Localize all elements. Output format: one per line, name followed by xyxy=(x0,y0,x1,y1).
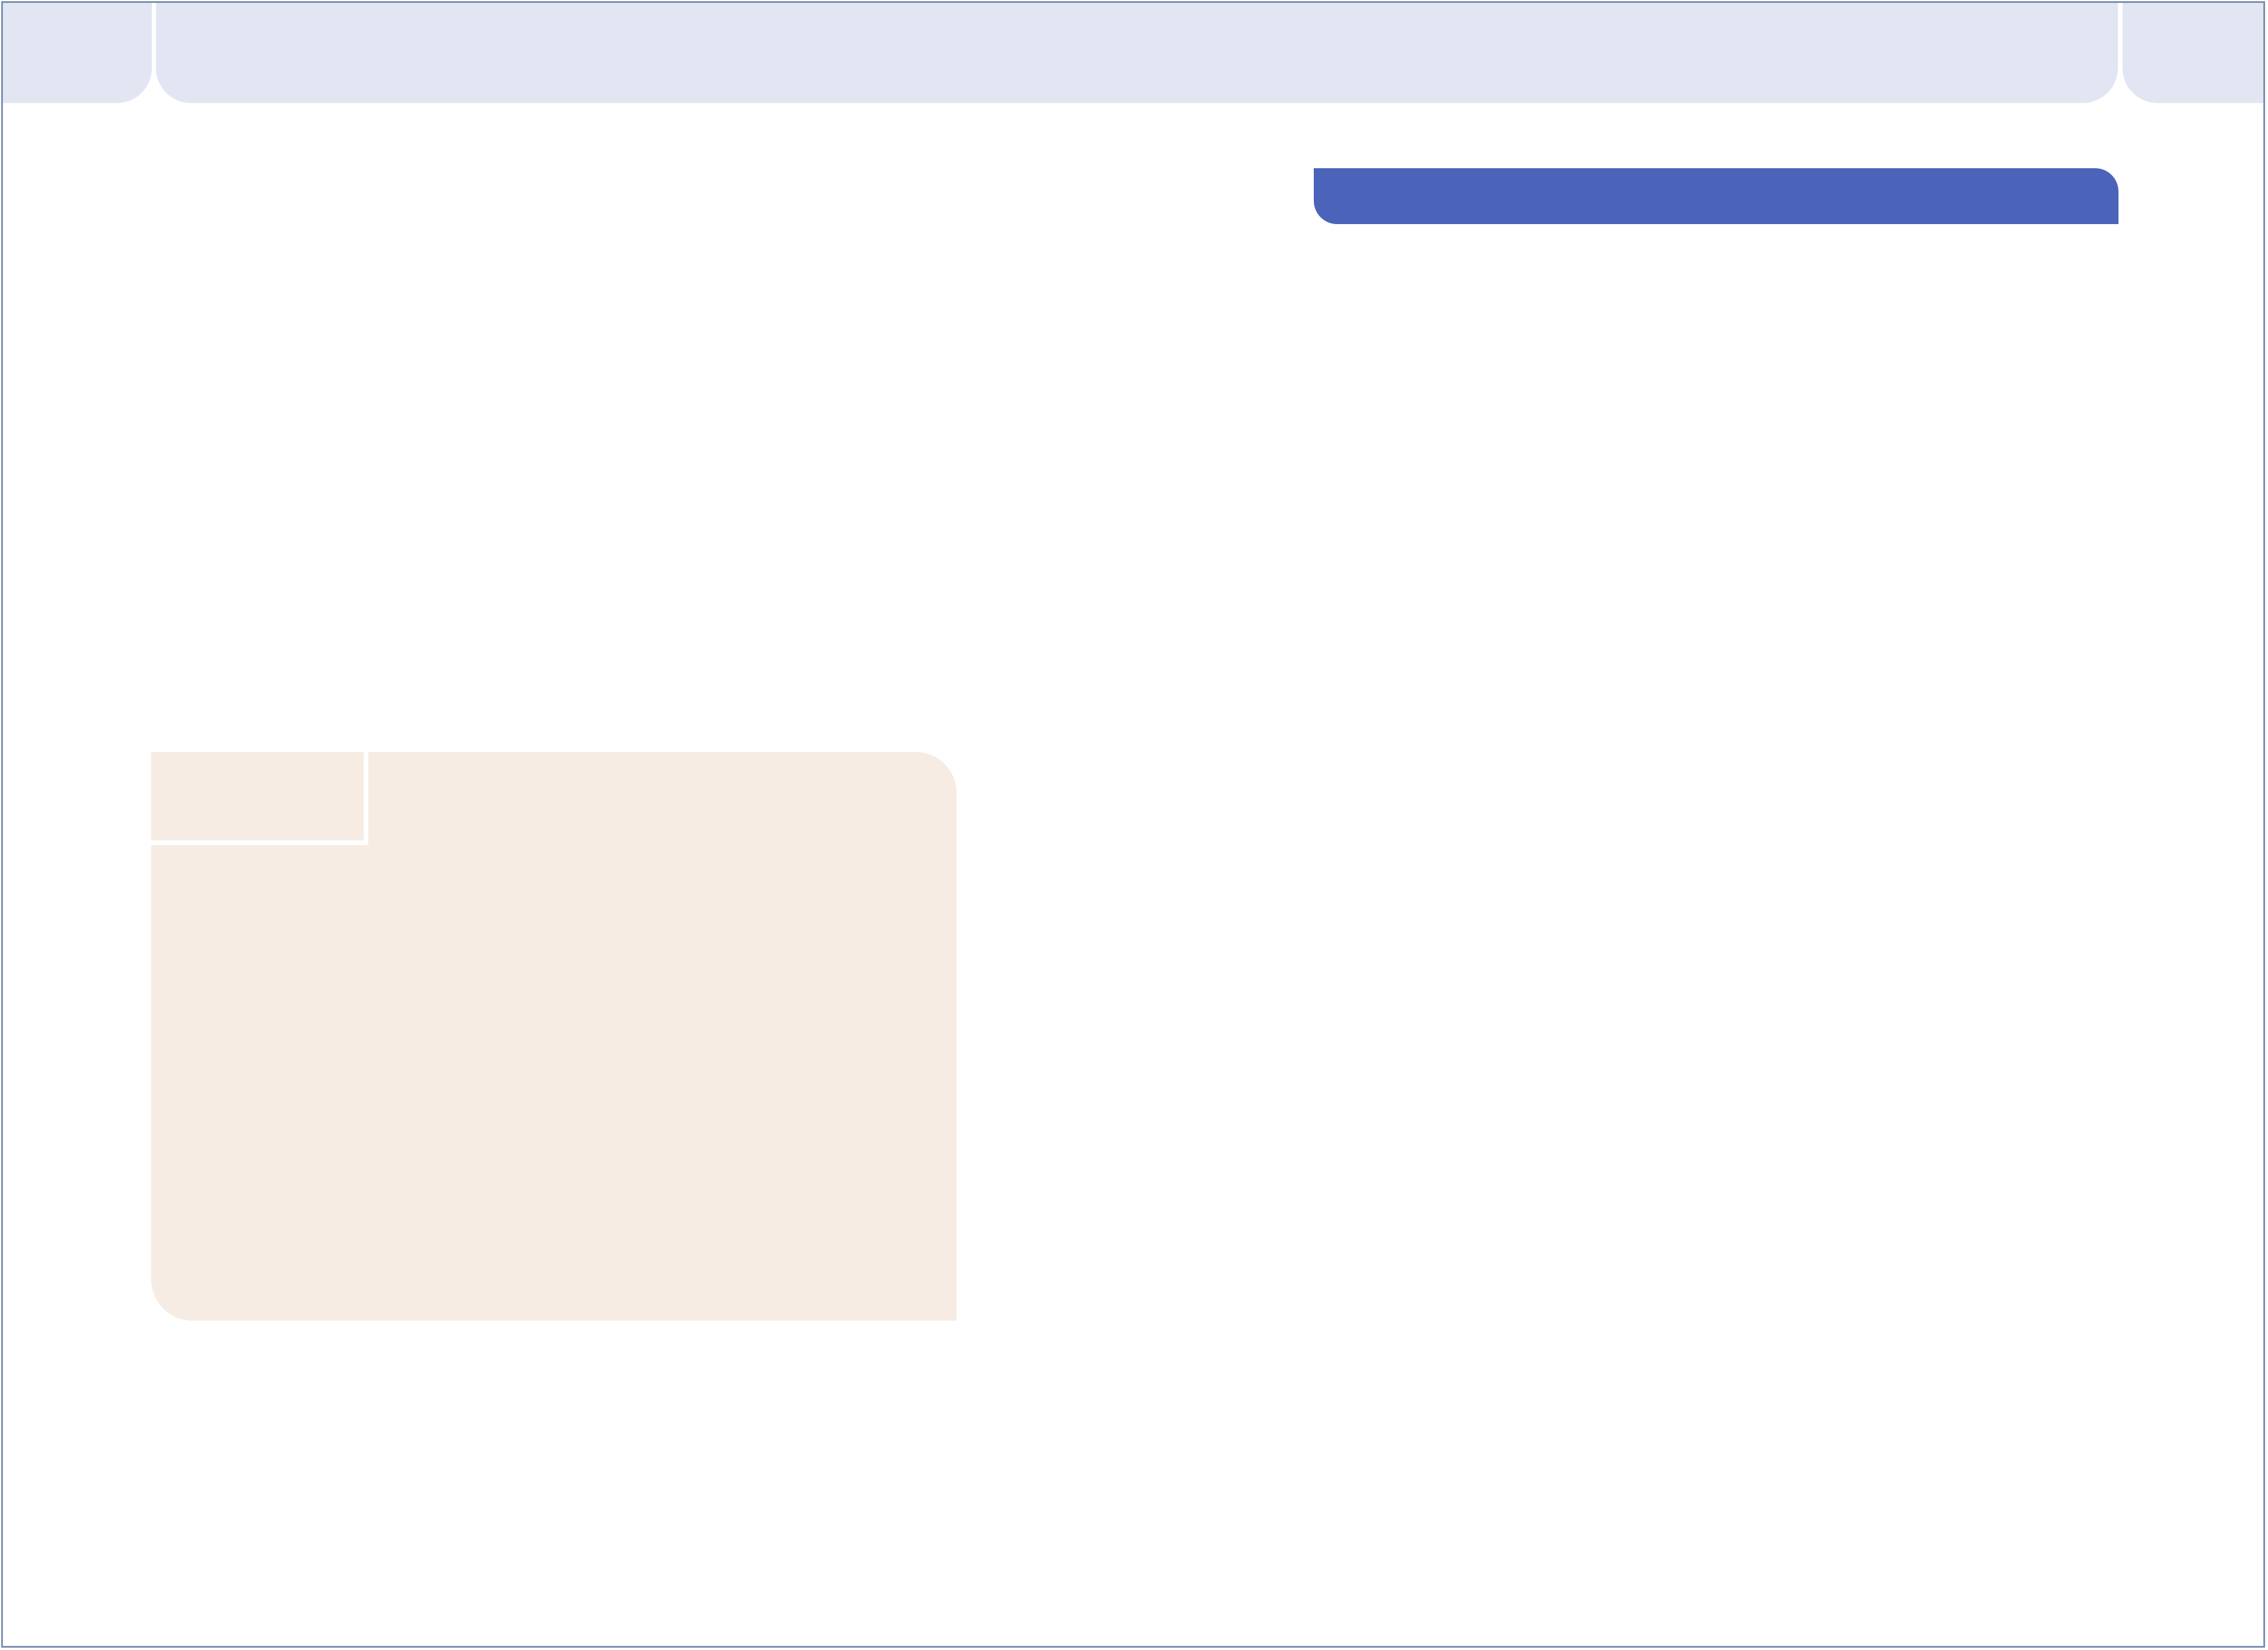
practice-tip-label-cell xyxy=(151,752,368,845)
exercise-heading xyxy=(1314,168,2118,224)
practice-tip-box xyxy=(151,752,957,1321)
right-page-number-tab xyxy=(2123,3,2265,103)
right-running-header xyxy=(1133,3,2118,103)
exercise-photo-sequence xyxy=(1312,268,2162,792)
book-spread xyxy=(1,1,2265,1648)
left-running-header xyxy=(156,3,1133,103)
left-page-number-tab xyxy=(3,3,152,103)
